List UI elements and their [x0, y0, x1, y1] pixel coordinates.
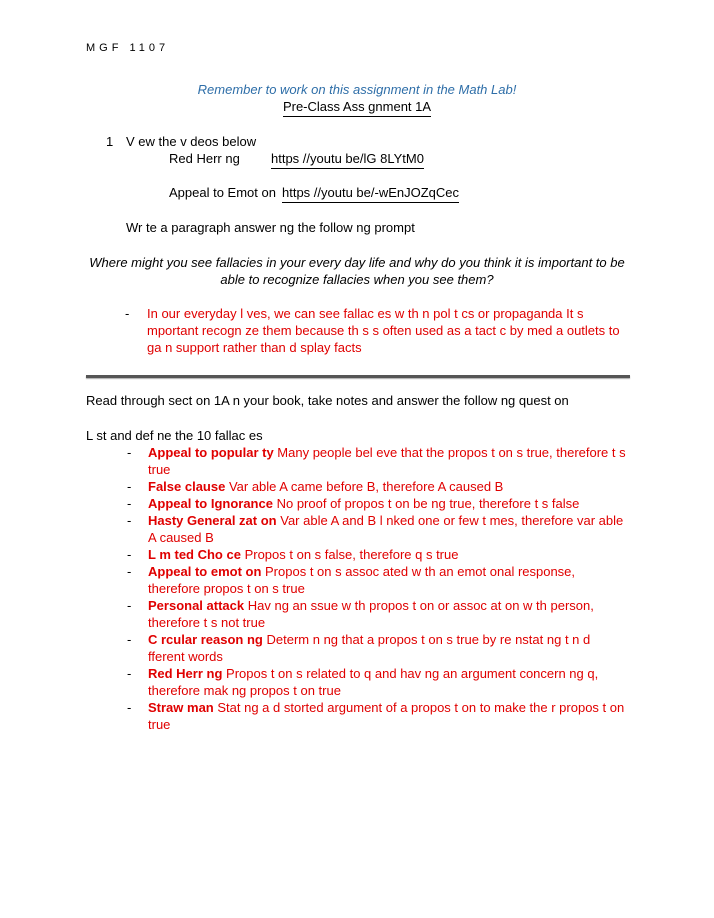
- bullet-dash: -: [127, 598, 132, 613]
- fallacy-item: [127, 444, 627, 478]
- fallacy-definition: Propos t on s false, therefore q s true: [244, 547, 459, 562]
- math-lab-reminder: Remember to work on this assignment in the Math Lab!: [197, 82, 517, 97]
- answer-bullet: -: [125, 306, 130, 321]
- assignment-title-text: Pre-Class Ass gnment 1A: [283, 99, 431, 117]
- fallacy-item: [127, 665, 627, 699]
- list-heading: L st and def ne the 10 fallac es: [86, 428, 263, 443]
- fallacy-item: [127, 478, 627, 495]
- fallacy-name: Personal attack: [148, 598, 245, 613]
- fallacy-name: L m ted Cho ce: [148, 547, 241, 562]
- fallacy-definition: Var able A and B l nked one or few t mes, therefore var able A caused B: [148, 513, 624, 545]
- fallacy-item: [127, 597, 627, 631]
- course-code-header: MGF 1107: [86, 42, 170, 54]
- bullet-dash: -: [127, 513, 132, 528]
- bullet-dash: -: [127, 547, 132, 562]
- fallacy-name: Appeal to popular ty: [148, 445, 274, 460]
- video-link-red-herring[interactable]: [271, 151, 424, 166]
- fallacy-name: Hasty General zat on: [148, 513, 277, 528]
- write-instruction: Wr te a paragraph answer ng the follow ng prompt: [126, 220, 415, 235]
- fallacy-name: Appeal to emot on: [148, 564, 262, 579]
- fallacy-item: [127, 495, 627, 512]
- student-answer: In our everyday l ves, we can see fallac es w th n pol t cs or propaganda It s mportant recogn ze them because th s s often used as a tact c by med a outlets to ga n support rather than d splay facts: [147, 306, 620, 355]
- fallacy-definition: Stat ng a d storted argument of a propos t on to make the r propos t on true: [148, 700, 625, 732]
- section-instruction: Read through sect on 1A n your book, take notes and answer the follow ng quest on: [86, 393, 569, 408]
- video-link-appeal-to-emotion[interactable]: [282, 185, 459, 200]
- fallacy-definition: Hav ng an ssue w th propos t on or assoc at on w th person, therefore t s not true: [148, 598, 594, 630]
- bullet-dash: -: [127, 666, 132, 681]
- fallacy-name: C rcular reason ng: [148, 632, 263, 647]
- step-number: 1: [106, 134, 114, 149]
- video-link-red-herring-text[interactable]: https //youtu be/lG 8LYtM0: [271, 151, 424, 169]
- step-instruction: V ew the v deos below: [126, 134, 257, 149]
- bullet-dash: -: [127, 496, 132, 511]
- essay-prompt: Where might you see fallacies in your every day life and why do you think it is important to be able to recognize fallacies when you see them?: [89, 255, 625, 287]
- fallacy-item: [127, 631, 627, 665]
- fallacy-item: [127, 512, 627, 546]
- section-divider: [86, 375, 630, 378]
- fallacy-name: Red Herr ng: [148, 666, 223, 681]
- fallacy-name: Appeal to Ignorance: [148, 496, 273, 511]
- bullet-dash: -: [127, 479, 132, 494]
- fallacy-item: [127, 563, 627, 597]
- video-label-red-herring: Red Herr ng: [169, 151, 240, 166]
- fallacy-definition: Many people bel eve that the propos t on s true, therefore t s true: [148, 445, 626, 477]
- bullet-dash: -: [127, 445, 132, 460]
- bullet-dash: -: [127, 564, 132, 579]
- bullet-dash: -: [127, 700, 132, 715]
- video-label-appeal-to-emotion: Appeal to Emot on: [169, 185, 276, 200]
- video-link-appeal-to-emotion-text[interactable]: https //youtu be/-wEnJOZqCec: [282, 185, 459, 203]
- fallacy-definition: Determ n ng that a propos t on s true by re nstat ng t n d fferent words: [148, 632, 591, 664]
- fallacy-list: [127, 444, 627, 733]
- fallacy-name: Straw man: [148, 700, 214, 715]
- fallacy-definition: Propos t on s assoc ated w th an emot onal response, therefore propos t on s true: [148, 564, 576, 596]
- fallacy-name: False clause: [148, 479, 226, 494]
- fallacy-item: [127, 546, 627, 563]
- fallacy-definition: Var able A came before B, therefore A caused B: [228, 479, 504, 494]
- fallacy-item: [127, 699, 627, 733]
- fallacy-definition: Propos t on s related to q and hav ng an argument concern ng q, therefore mak ng propos t on true: [148, 666, 599, 698]
- fallacy-definition: No proof of propos t on be ng true, therefore t s false: [276, 496, 580, 511]
- bullet-dash: -: [127, 632, 132, 647]
- assignment-title: [0, 99, 714, 114]
